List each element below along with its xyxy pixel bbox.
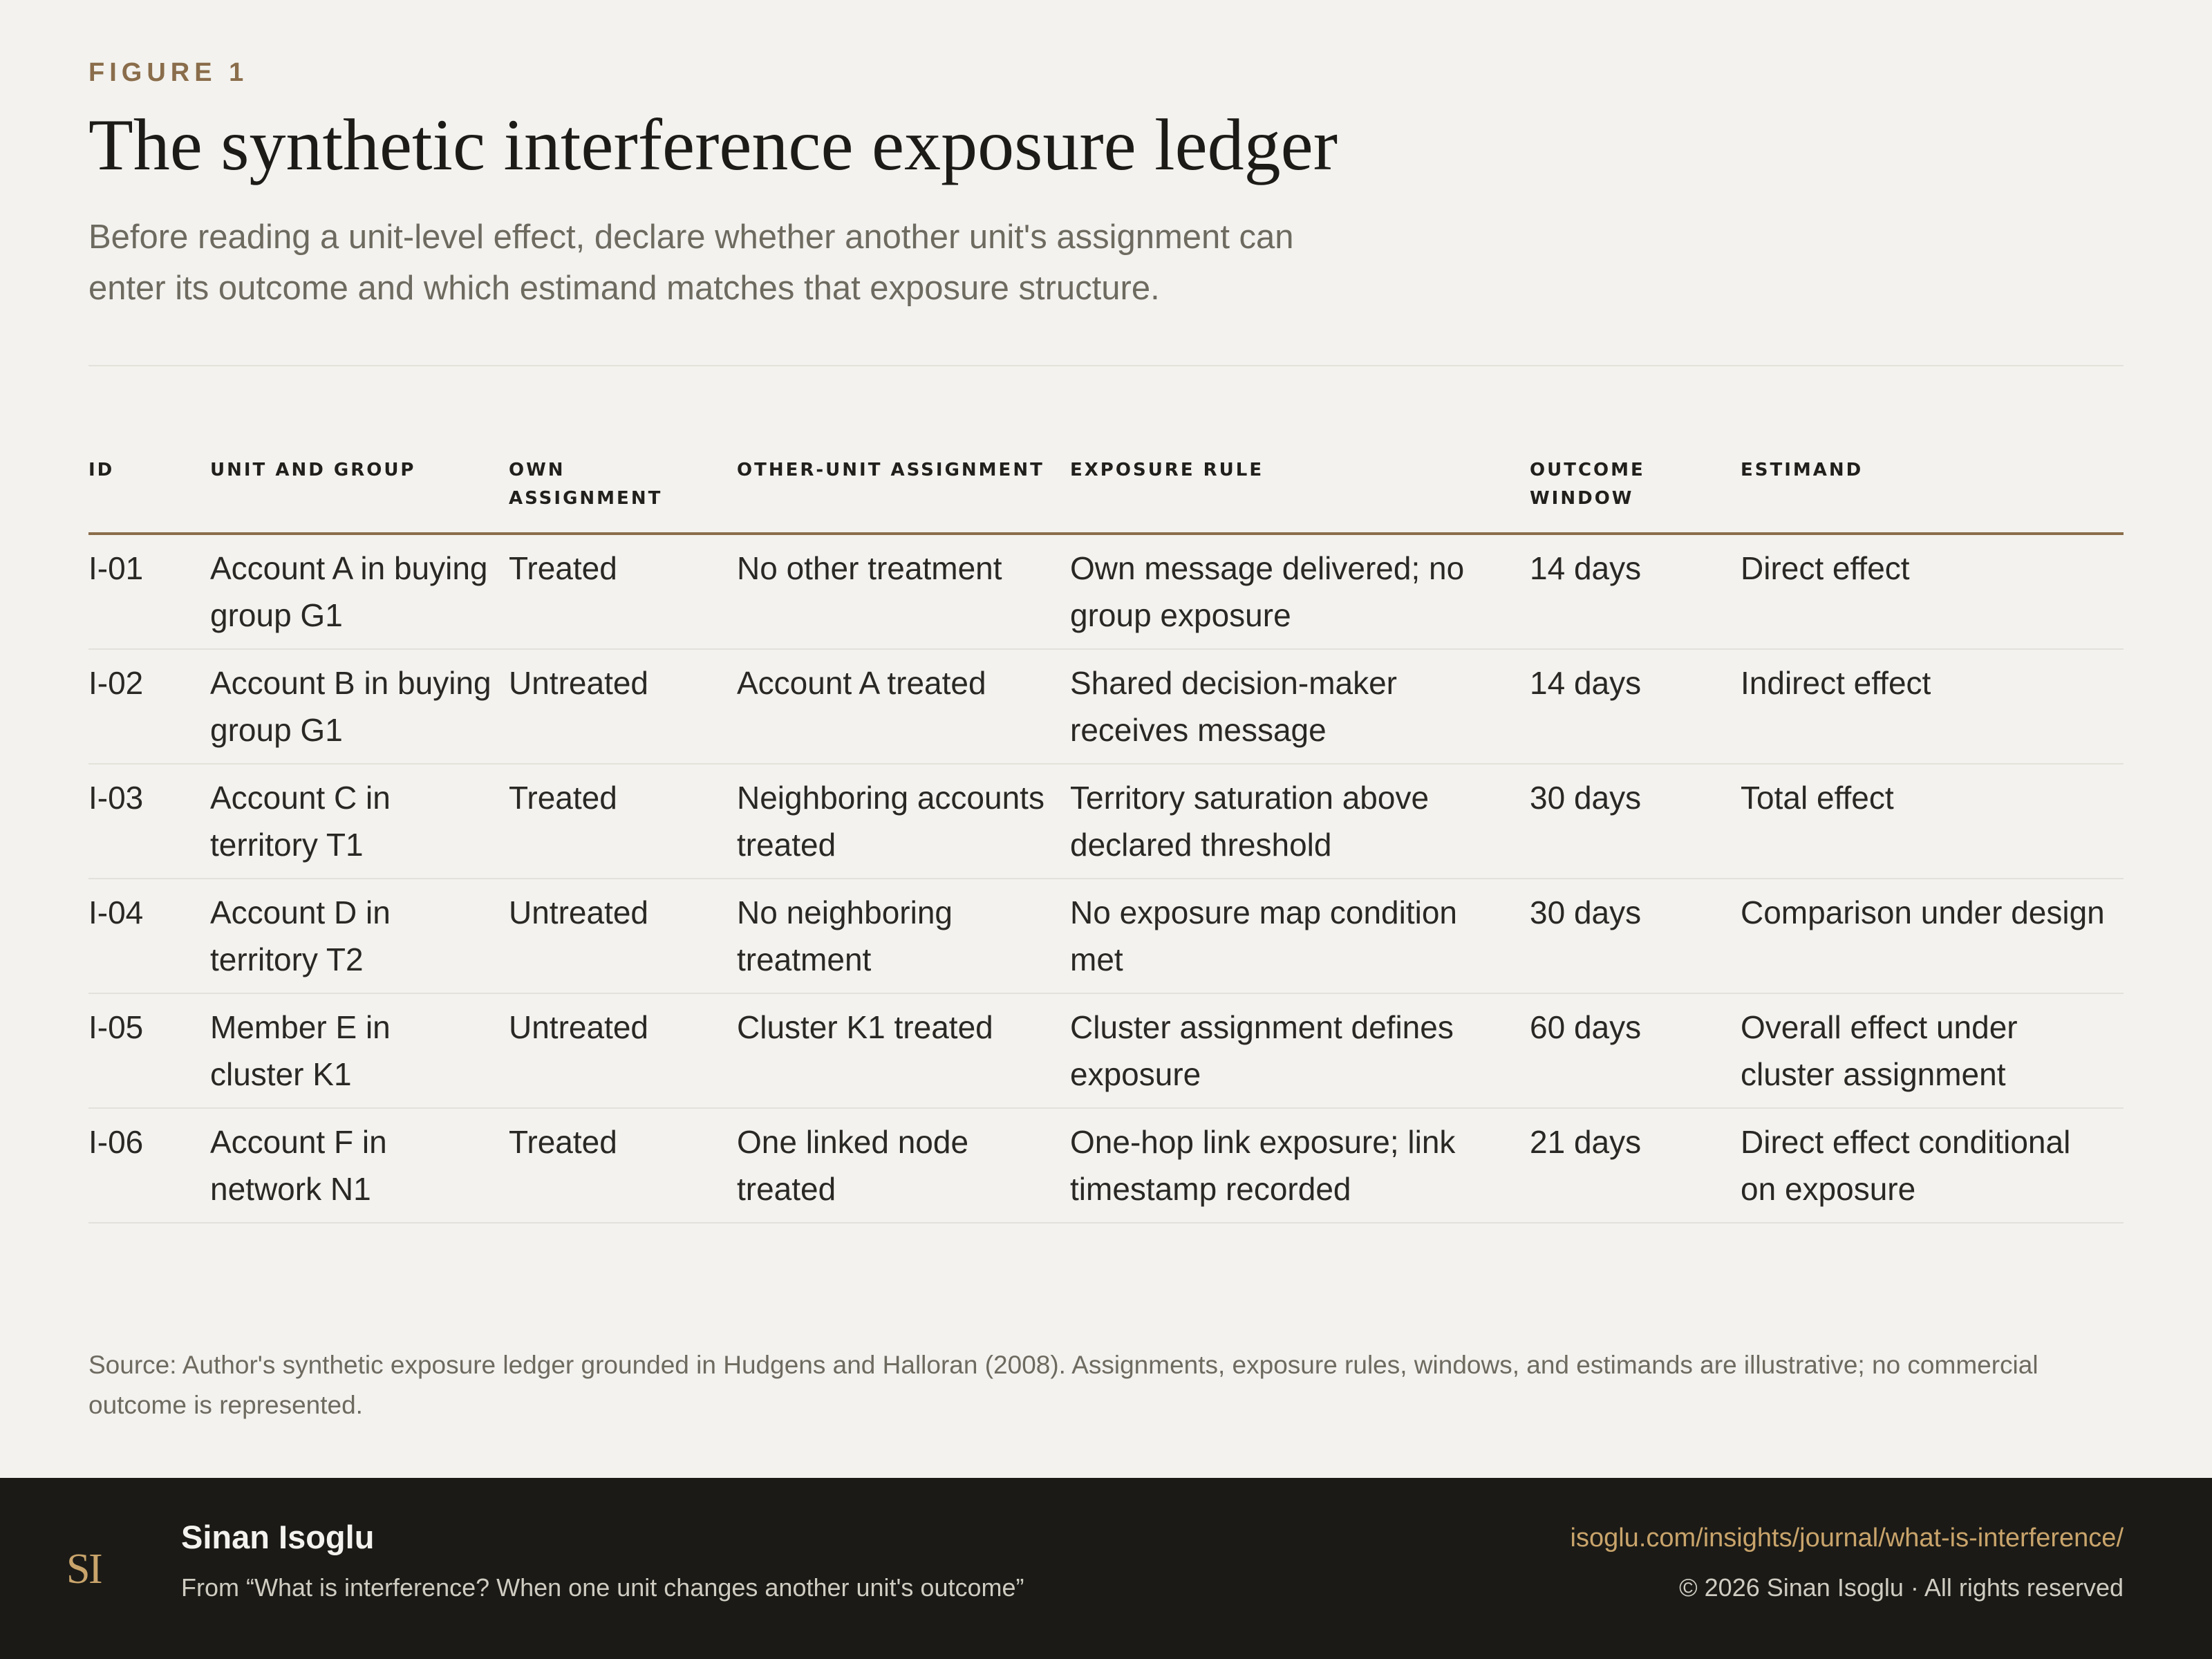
cell-other-unit-assignment: One linked node treated (737, 1108, 1070, 1223)
source-note: Source: Author's synthetic exposure ledger grounded in Hudgens and Halloran (2008). Assignments, exposure rules, windows, and estimands are illustrative; no commercial outcome is represented. (88, 1351, 2038, 1419)
cell-estimand: Overall effect under cluster assignment (1741, 993, 2124, 1108)
cell-id: I-01 (88, 534, 210, 649)
cell-exposure-rule: Shared decision-maker receives message (1070, 649, 1530, 764)
cell-exposure-rule: Cluster assignment defines exposure (1070, 993, 1530, 1108)
cell-estimand: Indirect effect (1741, 649, 2124, 764)
column-header-other-unit-assignment: OTHER-UNIT ASSIGNMENT (737, 456, 1070, 534)
logo-monogram-icon (64, 1540, 119, 1595)
column-header-estimand: ESTIMAND (1741, 456, 2124, 534)
table-row (88, 649, 2124, 764)
cell-estimand: Direct effect conditional on exposure (1741, 1108, 2124, 1223)
cell-unit: Member E in cluster K1 (210, 993, 509, 1108)
article-link[interactable]: isoglu.com/insights/journal/what-is-interference/ (1570, 1524, 2124, 1553)
page-subtitle: Before reading a unit-level effect, declare whether another unit's assignment can enter its outcome and which estimand matches that exposure structure. (88, 218, 1294, 307)
divider (88, 365, 2124, 366)
exposure-ledger-table (88, 456, 2124, 1224)
cell-estimand: Comparison under design (1741, 879, 2124, 993)
copyright-notice: © 2026 Sinan Isoglu · All rights reserved (1679, 1573, 2124, 1602)
column-header-own-assignment: OWN ASSIGNMENT (509, 456, 737, 534)
page-title: The synthetic interference exposure ledger (88, 104, 1338, 185)
cell-other-unit-assignment: Cluster K1 treated (737, 993, 1070, 1108)
cell-unit: Account C in territory T1 (210, 764, 509, 879)
column-header-outcome-window: OUTCOME WINDOW (1530, 456, 1741, 534)
table-row (88, 879, 2124, 993)
cell-own-assignment: Treated (509, 1108, 737, 1223)
cell-outcome-window: 21 days (1530, 1108, 1741, 1223)
cell-unit: Account F in network N1 (210, 1108, 509, 1223)
cell-id: I-06 (88, 1108, 210, 1223)
cell-own-assignment: Untreated (509, 649, 737, 764)
cell-outcome-window: 14 days (1530, 649, 1741, 764)
column-header-unit: UNIT AND GROUP (210, 456, 509, 534)
logo-letter-s: S (66, 1546, 91, 1593)
cell-id: I-05 (88, 993, 210, 1108)
cell-unit: Account D in territory T2 (210, 879, 509, 993)
logo-letter-i: I (88, 1546, 103, 1593)
cell-estimand: Total effect (1741, 764, 2124, 879)
cell-id: I-04 (88, 879, 210, 993)
cell-outcome-window: 30 days (1530, 764, 1741, 879)
table-header-row (88, 456, 2124, 534)
cell-own-assignment: Untreated (509, 993, 737, 1108)
cell-outcome-window: 30 days (1530, 879, 1741, 993)
author-name: Sinan Isoglu (181, 1519, 375, 1555)
cell-own-assignment: Treated (509, 534, 737, 649)
cell-exposure-rule: No exposure map condition met (1070, 879, 1530, 993)
column-header-id: ID (88, 456, 210, 534)
figure-eyebrow: FIGURE 1 (88, 58, 249, 87)
cell-other-unit-assignment: No other treatment (737, 534, 1070, 649)
cell-unit: Account A in buying group G1 (210, 534, 509, 649)
cell-unit: Account B in buying group G1 (210, 649, 509, 764)
article-reference: From “What is interference? When one unit changes another unit's outcome” (181, 1573, 1024, 1602)
table-row (88, 993, 2124, 1108)
cell-estimand: Direct effect (1741, 534, 2124, 649)
cell-outcome-window: 14 days (1530, 534, 1741, 649)
cell-own-assignment: Treated (509, 764, 737, 879)
cell-other-unit-assignment: Account A treated (737, 649, 1070, 764)
footer (0, 1478, 2212, 1659)
cell-other-unit-assignment: No neighboring treatment (737, 879, 1070, 993)
cell-outcome-window: 60 days (1530, 993, 1741, 1108)
column-header-exposure-rule: EXPOSURE RULE (1070, 456, 1530, 534)
cell-id: I-03 (88, 764, 210, 879)
table-row (88, 1108, 2124, 1223)
table-row (88, 534, 2124, 649)
cell-other-unit-assignment: Neighboring accounts treated (737, 764, 1070, 879)
cell-exposure-rule: Territory saturation above declared threshold (1070, 764, 1530, 879)
cell-own-assignment: Untreated (509, 879, 737, 993)
cell-id: I-02 (88, 649, 210, 764)
table-row (88, 764, 2124, 879)
cell-exposure-rule: Own message delivered; no group exposure (1070, 534, 1530, 649)
cell-exposure-rule: One-hop link exposure; link timestamp recorded (1070, 1108, 1530, 1223)
